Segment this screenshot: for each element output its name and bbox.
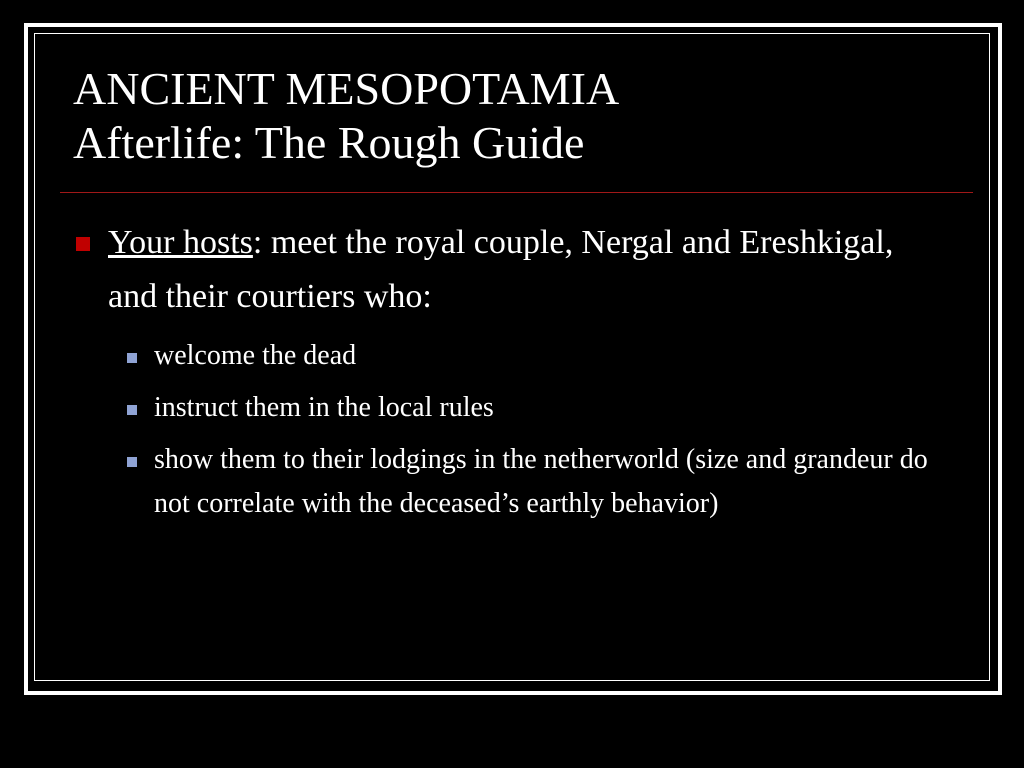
square-bullet-icon [127, 353, 137, 363]
bullet-lead: Your hosts [108, 224, 253, 261]
square-bullet-icon [127, 457, 137, 467]
square-bullet-icon [76, 237, 90, 251]
square-bullet-icon [127, 405, 137, 415]
slide-body [73, 216, 943, 526]
sub-bullet-item [154, 334, 943, 378]
slide-title-line-2: Afterlife: The Rough Guide [73, 117, 585, 168]
bullet-item [73, 216, 943, 324]
title-divider [60, 192, 973, 193]
sub-bullet-text: show them to their lodgings in the netherworld (size and grandeur do not correlate with the deceased’s earthly behavior) [154, 444, 928, 519]
sub-bullet-text: instruct them in the local rules [154, 392, 494, 423]
bullet-text: : meet the royal couple, Nergal and Ereshkigal, and their courtiers who: [108, 224, 894, 315]
slide-title [73, 62, 619, 170]
sub-bullet-item [154, 438, 943, 526]
sub-bullet-item [154, 386, 943, 430]
slide-title-line-1: ANCIENT MESOPOTAMIA [73, 63, 620, 114]
sub-bullet-text: welcome the dead [154, 340, 357, 371]
